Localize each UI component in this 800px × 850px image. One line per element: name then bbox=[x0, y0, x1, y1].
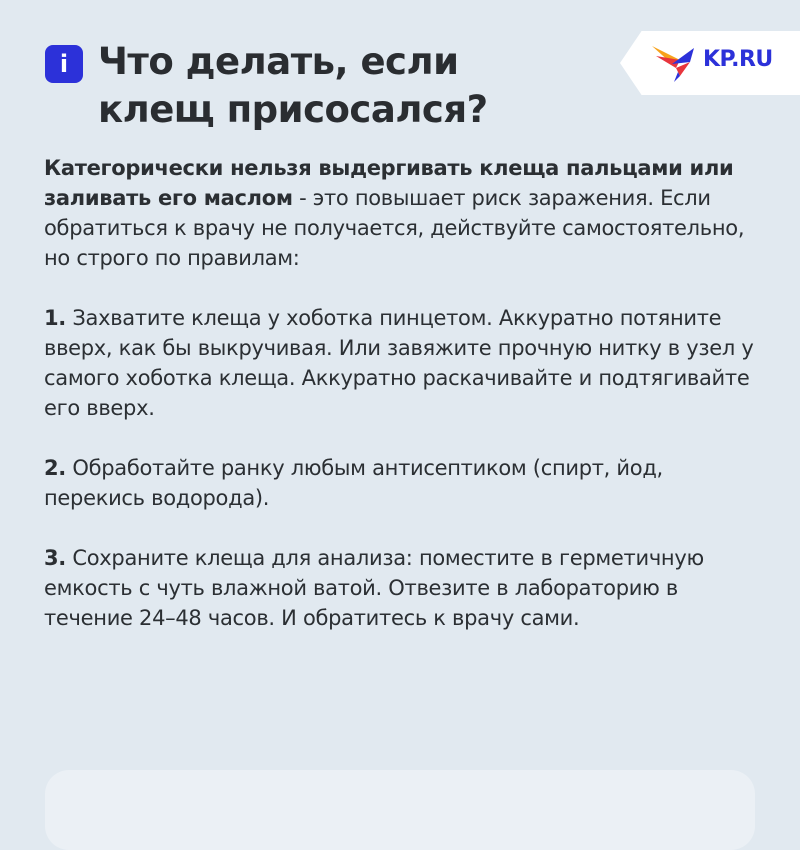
step-text: Захватите клеща у хоботка пинцетом. Аккуратно потяните вверх, как бы выкручивая. Или завяжите прочную нитку в узел у самого хоботка клеща. Аккуратно раскачивайте и подтягивайте его вверх. bbox=[44, 306, 754, 420]
intro-bold: Категорически нельзя выдергивать клеща пальцами или заливать его маслом bbox=[44, 156, 734, 210]
info-icon bbox=[45, 45, 83, 83]
step-text: Сохраните клеща для анализа: поместите в герметичную емкость с чуть влажной ватой. Отвезите в лабораторию в течение 24–48 часов. И обратитесь к врачу сами. bbox=[44, 546, 704, 630]
step-1 bbox=[44, 303, 764, 423]
step-3 bbox=[44, 543, 764, 633]
intro-paragraph bbox=[44, 153, 764, 273]
step-number: 3. bbox=[44, 546, 66, 570]
info-icon-glyph: i bbox=[59, 50, 69, 78]
logo-text: KP.RU bbox=[703, 47, 773, 72]
article-body bbox=[44, 153, 764, 663]
intro-rest: - это повышает риск заражения. Если обратиться к врачу не получается, действуйте самостоятельно, но строго по правилам: bbox=[44, 186, 745, 270]
step-2 bbox=[44, 453, 764, 513]
bottom-card bbox=[45, 770, 755, 850]
swallow-bird-icon bbox=[650, 42, 704, 84]
step-text: Обработайте ранку любым антисептиком (спирт, йод, перекись водорода). bbox=[44, 456, 663, 510]
step-number: 1. bbox=[44, 306, 66, 330]
page-title: Что делать, если клещ присосался? bbox=[98, 40, 488, 131]
step-number: 2. bbox=[44, 456, 66, 480]
